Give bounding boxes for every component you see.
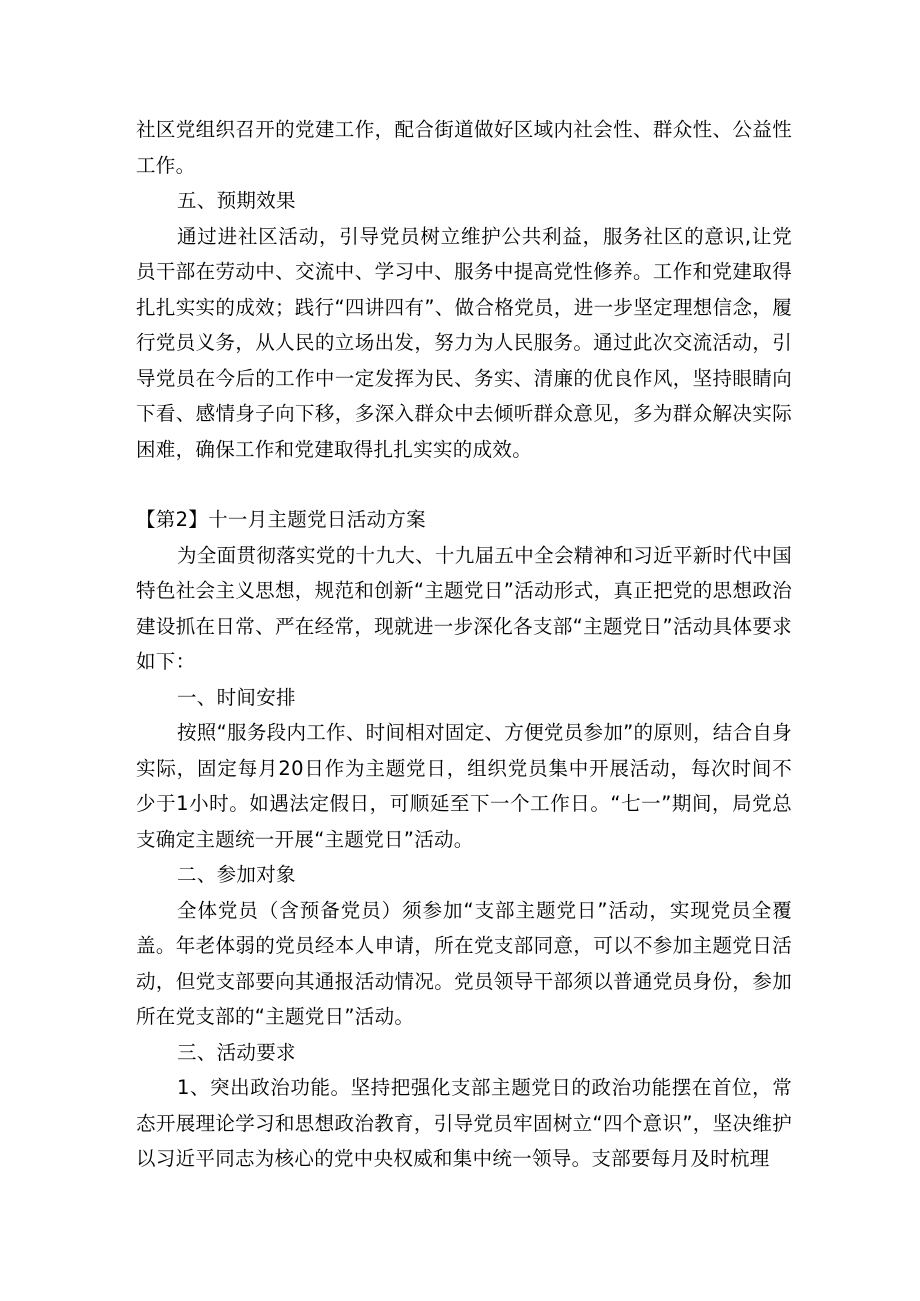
heading-participants: 二、参加对象 (177, 863, 296, 886)
heading-time-arrangement: 一、时间安排 (177, 685, 296, 709)
time-paragraph: 按照“服务段内工作、时间相对固定、方便党员参加”的原则，结合自身实际，固定每月20日作为主题党日，组织党员集中开展活动，每次时间不少于1小时。如遇法定假日，可顺延至下一个工作日。“七一”期间，局党总支确定主题统一开展“主题党日”活动。 (136, 721, 792, 851)
section-1 (136, 112, 792, 467)
intro-paragraph: 为全面贯彻落实党的十九大、十九届五中全会精神和习近平新时代中国特色社会主义思想，规范和创新“主题党日”活动形式，真正把党的思想政治建设抓在日常、严在经常，现就进一步深化各支部“主题党日”活动具体要求如下： (136, 543, 792, 673)
heading-requirements: 三、活动要求 (177, 1040, 296, 1064)
effect-paragraph: 通过进社区活动，引导党员树立维护公共利益，服务社区的意识,让党员干部在劳动中、交流中、学习中、服务中提高党性修养。工作和党建取得扎扎实实的成效；践行“四讲四有”、做合格党员，进一步坚定理想信念，履行党员义务，从人民的立场出发，努力为人民服务。通过此次交流活动，引导党员在今后的工作中一定发挥为民、务实、清廉的优良作风，坚持眼睛向下看、感情身子向下移，多深入群众中去倾听群众意见，多为群众解决实际困难，确保工作和党建取得扎扎实实的成效。 (136, 224, 792, 461)
requirement-1-paragraph: 1、突出政治功能。坚持把强化支部主题党日的政治功能摆在首位，常态开展理论学习和思想政治教育，引导党员牢固树立“四个意识”，坚决维护以习近平同志为核心的党中央权威和集中统一领导。支部要每月及时杭理 (136, 1076, 792, 1170)
participants-paragraph: 全体党员（含预备党员）须参加“支部主题党日”活动，实现党员全覆盖。年老体弱的党员经本人申请，所在党支部同意，可以不参加主题党日活动，但党支部要向其通报活动情况。党员领导干部须以普通党员身份，参加所在党支部的“主题党日”活动。 (136, 898, 792, 1028)
section-title: 【第2】十一月主题党日活动方案 (136, 508, 426, 531)
continuation-paragraph: 社区党组织召开的党建工作，配合街道做好区域内社会性、群众性、公益性工作。 (136, 118, 792, 177)
section-2 (136, 502, 792, 1177)
heading-expected-effect: 五、预期效果 (177, 189, 296, 212)
